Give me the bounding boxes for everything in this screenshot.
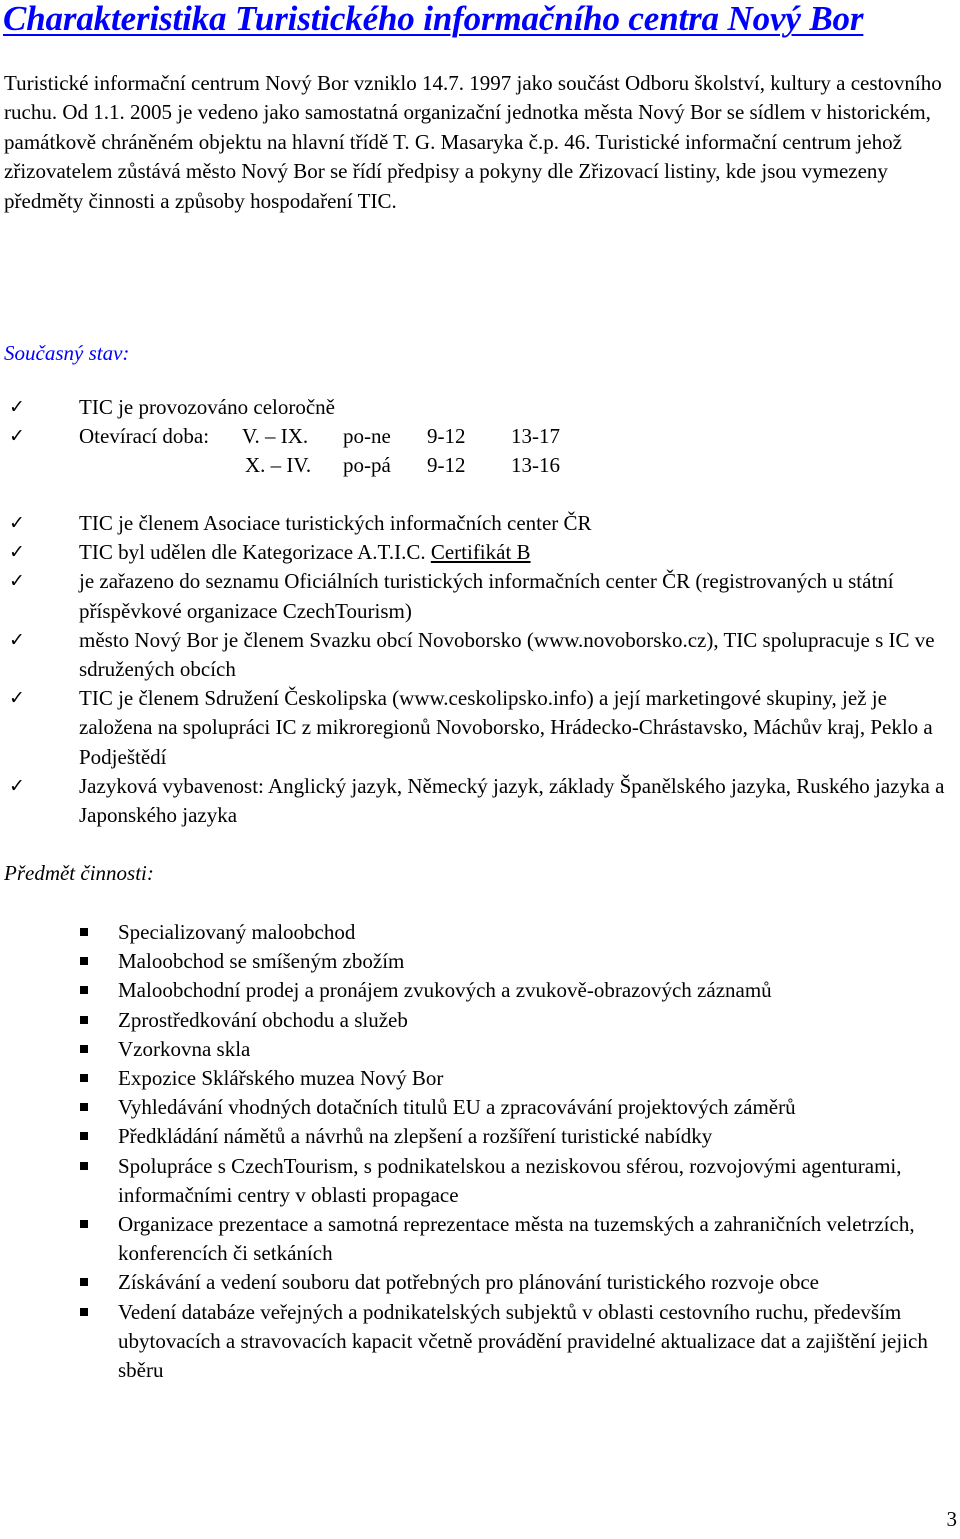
list-item-text: Organizace prezentace a samotná reprezentace města na tuzemských a zahraničních veletrzích, konferencích či setkáních xyxy=(118,1212,915,1266)
activities-heading: Předmět činnosti: xyxy=(4,861,154,885)
list-item xyxy=(9,567,954,625)
list-item xyxy=(118,1152,958,1210)
checkmark-icon: ✓ xyxy=(9,570,25,593)
hours-afternoon: 13-16 xyxy=(511,453,560,478)
list-item-text: město Nový Bor je členem Svazku obcí Novoborsko (www.novoborsko.cz), TIC spolupracuje s IC ve sdružených obcích xyxy=(79,627,935,682)
list-item-text: je zařazeno do seznamu Oficiálních turistických informačních center ČR (registrovaných u státní příspěvkové organizace CzechTourism) xyxy=(79,569,894,623)
list-item-text: Maloobchodní prodej a pronájem zvukových a zvukově-obrazových záznamů xyxy=(118,978,772,1003)
current-state-heading: Současný stav: xyxy=(4,341,130,365)
document-title: Charakteristika Turistického informačního centra Nový Bor xyxy=(3,0,864,38)
list-item-text: Specializovaný maloobchod xyxy=(118,920,356,944)
list-item xyxy=(9,772,954,830)
checkmark-icon: ✓ xyxy=(9,396,25,418)
square-bullet-icon xyxy=(80,1074,88,1082)
opening-hours-item xyxy=(9,422,954,480)
list-item-text: Spolupráce s CzechTourism, s podnikatelskou a neziskovou sférou, rozvojovými agenturami, informačními centry v oblasti propagace xyxy=(118,1153,902,1207)
list-item xyxy=(9,538,954,567)
list-item-text: Předkládání námětů a návrhů na zlepšení a rozšíření turistické nabídky xyxy=(118,1124,713,1149)
list-item-text: Vedení databáze veřejných a podnikatelských subjektů v oblasti cestovního ruchu, především ubytovacích a stravovacích kapacit včetně provádění pravidelné aktualizace dat a zajištění jejich sběru xyxy=(118,1299,928,1383)
opening-hours-row xyxy=(79,451,954,480)
square-bullet-icon xyxy=(80,928,88,936)
list-item xyxy=(9,509,954,538)
list-item-text: Zprostředkování obchodu a služeb xyxy=(118,1007,408,1032)
square-bullet-icon xyxy=(80,1278,88,1286)
current-state-list-a xyxy=(9,393,954,481)
square-bullet-icon xyxy=(80,1132,88,1140)
list-item xyxy=(118,1298,958,1386)
square-bullet-icon xyxy=(80,1045,88,1053)
hours-morning: 9-12 xyxy=(427,424,466,449)
list-item xyxy=(118,1093,958,1122)
list-item xyxy=(118,1122,958,1151)
checkmark-icon: ✓ xyxy=(9,512,25,534)
page-number: 3 xyxy=(946,1507,957,1531)
list-item-text: Expozice Sklářského muzea Nový Bor xyxy=(118,1066,444,1091)
list-item-text: Jazyková vybavenost: Anglický jazyk, Německý jazyk, základy Španělského jazyka, Ruského jazyka a Japonského jazyka xyxy=(79,773,945,828)
hours-months: V. – IX. xyxy=(242,424,309,449)
square-bullet-icon xyxy=(80,1016,88,1024)
list-item-text: Získávání a vedení souboru dat potřebných pro plánování turistického rozvoje obce xyxy=(118,1270,819,1295)
checkmark-icon: ✓ xyxy=(9,541,25,564)
hours-days: po-ne xyxy=(343,424,391,449)
list-item-text: TIC je členem Asociace turistických informačních center ČR xyxy=(79,511,592,535)
list-item xyxy=(118,918,958,947)
list-item-text: TIC je provozováno celoročně xyxy=(79,395,335,419)
list-item xyxy=(118,1006,958,1035)
list-item xyxy=(118,1064,958,1093)
list-item xyxy=(118,1210,958,1268)
opening-hours-row xyxy=(79,422,954,451)
hours-afternoon: 13-17 xyxy=(511,424,560,449)
list-item xyxy=(118,976,958,1005)
list-item-text: TIC byl udělen dle Kategorizace A.T.I.C. xyxy=(79,540,426,565)
intro-paragraph: Turistické informační centrum Nový Bor vzniklo 14.7. 1997 jako součást Odboru školství, kultury a cestovního ruchu. Od 1.1. 2005 je vedeno jako samostatná organizační jednotka města Nový Bor se sídlem v historickém, památkově chráněném objektu na hlavní třídě T. G. Masaryka č.p. 46. Turistické informační centrum jehož zřizovatelem zůstává město Nový Bor se řídí předpisy a pokyny dle Zřizovací listiny, kde jsou vymezeny předměty činnosti a způsoby hospodaření TIC. xyxy=(4,71,942,213)
square-bullet-icon xyxy=(80,1162,88,1170)
list-item-text: Maloobchod se smíšeným zbožím xyxy=(118,949,405,974)
list-item xyxy=(118,947,958,976)
activities-list xyxy=(118,918,958,1385)
checkmark-icon: ✓ xyxy=(9,628,25,651)
opening-hours-label: Otevírací doba: xyxy=(79,424,210,449)
hours-morning: 9-12 xyxy=(427,453,466,478)
list-item xyxy=(9,684,954,772)
checkmark-icon: ✓ xyxy=(9,774,25,797)
list-item xyxy=(118,1035,958,1064)
checkmark-icon: ✓ xyxy=(9,425,25,448)
current-state-list-b xyxy=(9,509,954,830)
square-bullet-icon xyxy=(80,986,88,994)
hours-months: X. – IV. xyxy=(245,453,312,478)
checkmark-icon: ✓ xyxy=(9,687,25,710)
square-bullet-icon xyxy=(80,957,88,965)
list-item xyxy=(118,1268,958,1297)
square-bullet-icon xyxy=(80,1308,88,1316)
certificate-text: Certifikát B xyxy=(430,540,531,565)
list-item xyxy=(9,626,954,684)
hours-days: po-pá xyxy=(343,453,391,478)
list-item-text: Vzorkovna skla xyxy=(118,1036,251,1061)
list-item-text: TIC je členem Sdružení Českolipska (www.ceskolipsko.info) a její marketingové skupiny, jež je založena na spolupráci IC z mikroregionů Novoborsko, Hrádecko-Chrástavsko, Máchův kraj, Peklo a Podještědí xyxy=(79,686,933,769)
list-item-text: Vyhledávání vhodných dotačních titulů EU a zpracovávání projektových záměrů xyxy=(118,1095,796,1120)
square-bullet-icon xyxy=(80,1220,88,1228)
list-item xyxy=(9,393,954,422)
square-bullet-icon xyxy=(80,1103,88,1111)
